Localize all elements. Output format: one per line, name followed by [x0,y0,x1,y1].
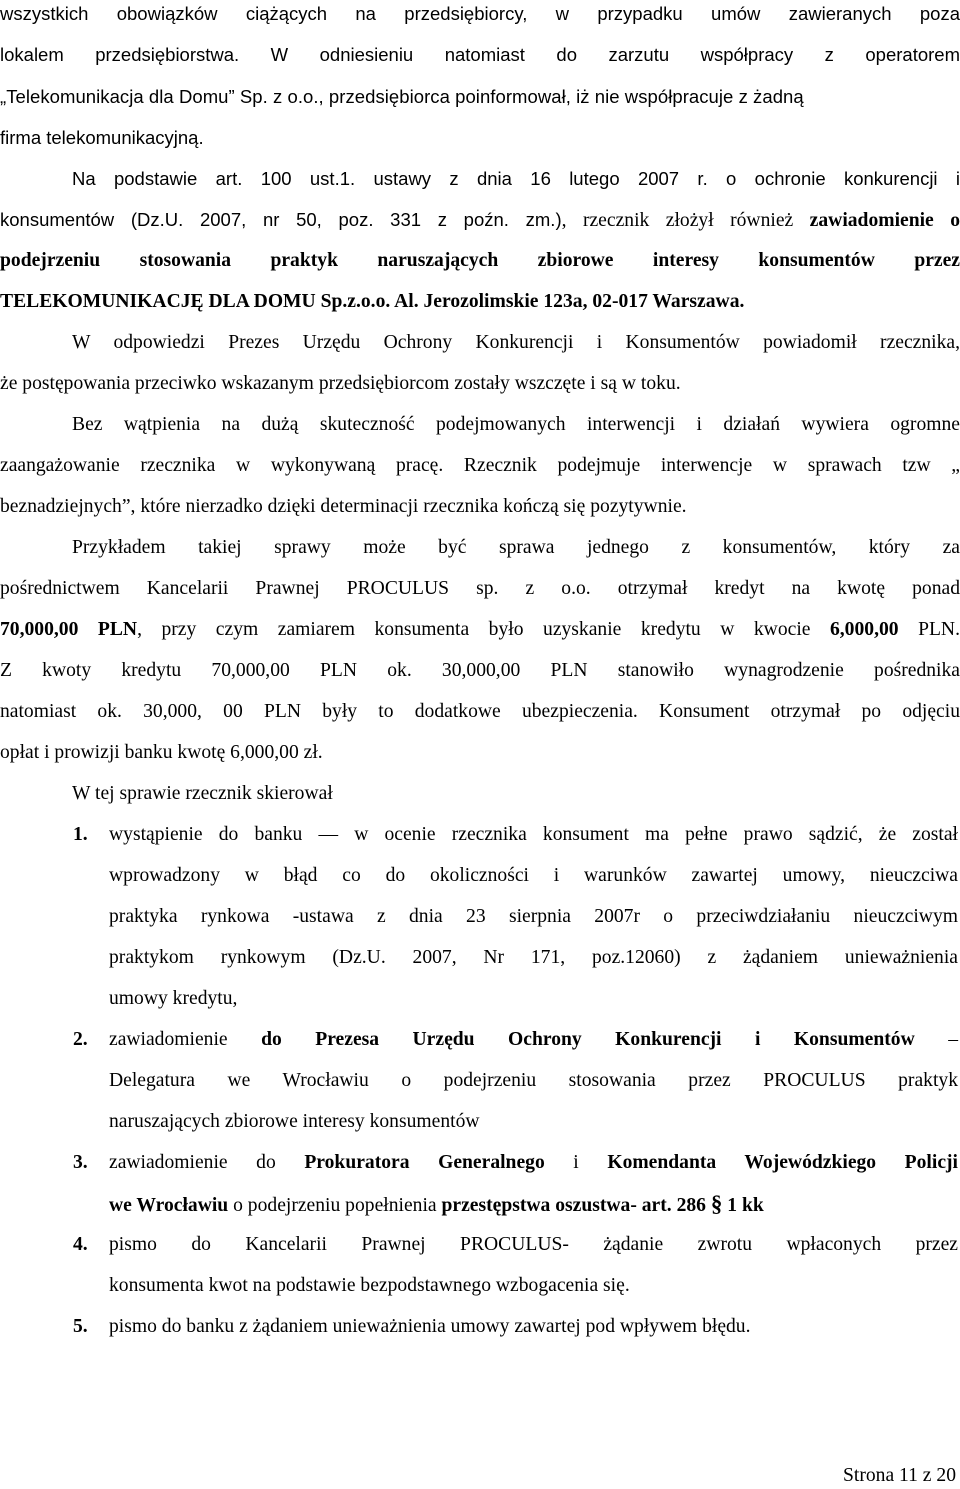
page-number: Strona 11 z 20 [842,1465,956,1486]
text-line [0,616,960,644]
text-line: zaangażowanie rzecznika w wykonywaną pracę. Rzecznik podejmuje interwencje w sprawach tzw „ [0,455,960,476]
text-line: pośrednictwem Kancelarii Prawnej PROCULUS sp. z o.o. otrzymał kredyt na kwotę ponad [0,578,960,599]
list-number: 4. [73,1234,88,1255]
list-text-line [109,1149,958,1177]
text-span: i [544,1152,608,1173]
bold-span: do Prezesa Urzędu Ochrony Konkurencji i Konsumentów [261,1029,915,1050]
list-text-line: praktykom rynkowym (Dz.U. 2007, Nr 171, poz.12060) z żądaniem unieważnienia [109,947,958,968]
text-line: W odpowiedzi Prezes Urzędu Ochrony Konkurencji i Konsumentów powiadomił rzecznika, [72,332,960,353]
bold-span: przestępstwa oszustwa- art. 286 [441,1195,711,1216]
list-text-line: naruszających zbiorowe interesy konsumentów [109,1111,480,1132]
list-text-line: praktyka rynkowa -ustawa z dnia 23 sierpnia 2007r o przeciwdziałaniu nieuczciwym [109,906,958,927]
bold-span: 6,000,00 [829,619,899,640]
text-line: lokalem przedsiębiorstwa. W odniesieniu natomiast do zarzutu współpracy z operatorem [0,44,960,65]
text-line: wszystkich obowiązków ciążących na przedsiębiorcy, w przypadku umów zawieranych poza [0,3,960,24]
list-text-line: Delegatura we Wrocławiu o podejrzeniu stosowania przez PROCULUS praktyk [109,1070,958,1091]
text-line: natomiast ok. 30,000, 00 PLN były to dodatkowe ubezpieczenia. Konsument otrzymał po odjęciu [0,701,960,722]
list-text-line: umowy kredytu, [109,988,238,1009]
list-text-line: konsumenta kwot na podstawie bezpodstawnego wzbogacenia się. [109,1275,630,1296]
text-line: Z kwoty kredytu 70,000,00 PLN ok. 30,000,00 PLN stanowiło wynagrodzenie pośrednika [0,660,960,681]
text-span: , rzecznik złożył również [561,210,810,231]
text-span: konsumentów (Dz.U. 2007, nr 50, poz. 331 z poźn. zm.) [0,209,562,230]
list-number: 3. [73,1152,88,1173]
text-line: firma telekomunikacyjną. [0,127,204,148]
text-span: zawiadomienie [109,1029,262,1050]
text-span: PLN. [898,619,960,640]
text-span: o podejrzeniu popełnienia [228,1195,442,1216]
text-line: beznadziejnych”, które nierzadko dzięki determinacji rzecznika kończą się pozytywnie. [0,496,687,517]
text-line: TELEKOMUNIKACJĘ DLA DOMU Sp.z.o.o. Al. Jerozolimskie 123a, 02-017 Warszawa. [0,291,745,312]
list-number: 5. [73,1316,88,1337]
text-line: że postępowania przeciwko wskazanym przedsiębiorcom zostały wszczęte i są w toku. [0,373,681,394]
list-text-line: pismo do Kancelarii Prawnej PROCULUS- żądanie zwrotu wpłaconych przez [109,1234,958,1255]
text-line: „Telekomunikacja dla Domu” Sp. z o.o., przedsiębiorca poinformował, iż nie współpracuje z żadną [0,86,804,107]
list-text-line: pismo do banku z żądaniem unieważnienia umowy zawartej pod wpływem błędu. [109,1316,751,1337]
list-text-line [109,1190,958,1220]
text-line: opłat i prowizji banku kwotę 6,000,00 zł. [0,742,323,763]
list-text-line: wystąpienie do banku — w ocenie rzecznika konsument ma pełne prawo sądzić, że został [109,824,958,845]
text-span: – [914,1029,958,1050]
text-span: , przy czym zamiarem konsumenta było uzyskanie kredytu w kwocie [137,619,830,640]
text-line: podejrzeniu stosowania praktyk naruszających zbiorowe interesy konsumentów przez [0,250,960,271]
list-text-line [109,1026,958,1054]
bold-span: 70,000,00 PLN [0,619,138,640]
text-span: zawiadomienie do [109,1152,305,1173]
list-number: 2. [73,1029,88,1050]
bold-span: we Wrocławiu [109,1195,229,1216]
text-line: Na podstawie art. 100 ust.1. ustawy z dnia 16 lutego 2007 r. o ochronie konkurencji i [72,168,960,189]
list-number: 1. [73,824,88,845]
text-line [0,206,960,235]
text-line: W tej sprawie rzecznik skierował [72,783,333,804]
text-line: Bez wątpienia na dużą skuteczność podejmowanych interwencji i działań wywiera ogromne [72,414,960,435]
list-text-line: wprowadzony w błąd co do okoliczności i warunków zawartej umowy, nieuczciwa [109,865,958,886]
section-sign: § [710,1191,723,1216]
bold-span: Prokuratora Generalnego [304,1152,545,1173]
bold-span: 1 kk [722,1195,764,1216]
bold-span: Komendanta Wojewódzkiego Policji [607,1152,958,1173]
bold-span: zawiadomienie o [809,210,960,231]
text-line: Przykładem takiej sprawy może być sprawa jednego z konsumentów, który za [72,537,960,558]
